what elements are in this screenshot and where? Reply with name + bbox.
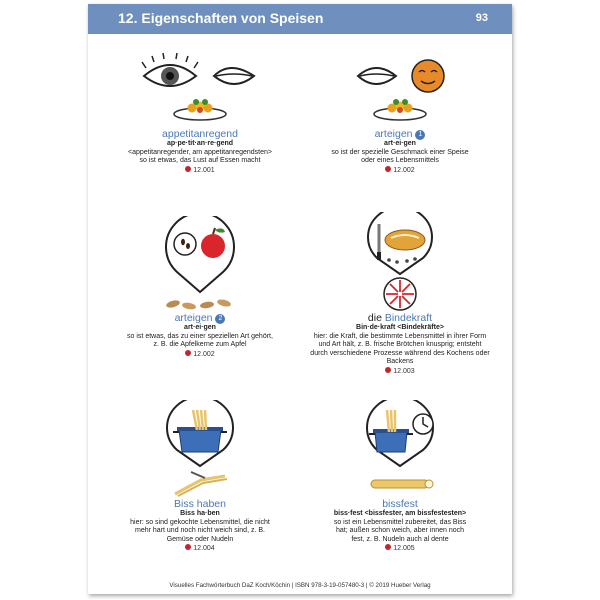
- definition: so ist ein Lebensmittel zubereitet, das Biss hat; außen schon weich, aber innen noch fest, z. B. Nudeln auch al dente: [333, 518, 467, 543]
- eye-icon: [142, 53, 198, 86]
- apple-seeds-icon: [165, 298, 231, 310]
- pasta-pot-illustration: [100, 400, 300, 498]
- headword: appetitanregend: [162, 128, 238, 140]
- entry-arteigen-2: [100, 216, 300, 359]
- bread-roll-icon: [385, 230, 425, 250]
- word-forms: <appetitanregender, am appetitanregendsten>: [127, 148, 272, 156]
- syllables: art·ei·gen: [384, 140, 416, 147]
- reference-dot-icon: [185, 350, 191, 356]
- reference-dot-icon: [185, 544, 191, 550]
- definition: so ist etwas, das Lust auf Essen macht: [139, 157, 261, 165]
- cooking-pot-icon: [173, 427, 227, 452]
- definition: hier: die Kraft, die bestimmte Lebensmittel in ihrer Form und Art hält, z. B. frische Brötchen knusprig; entsteht durch verschiedene Prozesse während des Kochens oder Backens: [310, 332, 490, 366]
- article: die: [367, 312, 382, 324]
- cross-reference: 12.005: [300, 544, 500, 554]
- pasta-clock-illustration: [300, 400, 500, 498]
- reference-dot-icon: [385, 166, 391, 172]
- reference-dot-icon: [185, 166, 191, 172]
- mouth-face-plate-illustration: [300, 46, 500, 128]
- content-face-icon: [412, 60, 444, 92]
- apple-half-icon: [174, 233, 196, 255]
- pasta-tube-icon: [371, 480, 433, 488]
- bread-crust-illustration: [300, 212, 500, 312]
- entry-appetitanregend: [100, 46, 300, 175]
- definition: so ist etwas, das zu einer speziellen Art gehört, z. B. die Apfelkerne zum Apfel: [127, 332, 273, 349]
- page-title: 12. Eigenschaften von Speisen: [118, 10, 324, 26]
- clock-icon: [413, 414, 433, 434]
- mouth-icon: [358, 68, 396, 84]
- headword: arteigen 2: [100, 312, 300, 324]
- cross-reference: 12.004: [100, 544, 300, 554]
- cross-reference: 12.002: [100, 350, 300, 360]
- reference-dot-icon: [385, 367, 391, 373]
- reference-dot-icon: [385, 544, 391, 550]
- entry-biss-haben: [100, 400, 300, 554]
- compress-force-icon: [384, 278, 416, 310]
- cross-reference: 12.001: [100, 166, 300, 176]
- definition: hier: so sind gekochte Lebensmittel, die nicht mehr hart und noch nicht weich sind, z. B. Gemüse oder Nudeln: [130, 518, 270, 543]
- entry-bissfest: [300, 400, 500, 554]
- food-plate-icon: [374, 99, 426, 120]
- sense-number-badge: 1: [415, 130, 425, 140]
- page-number: 93: [475, 12, 488, 24]
- syllables: Biss ha·ben: [180, 510, 220, 517]
- headword: bissfest: [382, 498, 418, 510]
- page-footer: Visuelles Fachwörterbuch DaZ Koch/Köchin | ISBN 978-3-19-057480-3 | © 2019 Hueber Verlag: [169, 582, 431, 589]
- dictionary-page: [88, 4, 512, 594]
- sense-number-badge: 2: [215, 314, 225, 324]
- food-plate-icon: [174, 99, 226, 120]
- syllables: biss·fest <bissfester, am bissfestesten>: [333, 510, 467, 517]
- definition: so ist der spezielle Geschmack einer Speise oder eines Lebensmittels: [331, 148, 469, 165]
- page-header: [88, 4, 512, 34]
- headword: arteigen 1: [300, 128, 500, 140]
- headword: Biss haben: [174, 498, 226, 510]
- eye-mouth-plate-illustration: [100, 46, 300, 128]
- entry-bindekraft: [300, 212, 500, 377]
- apple-seeds-illustration: [100, 216, 300, 312]
- cross-reference: 12.002: [300, 166, 500, 176]
- headword: die Bindekraft: [367, 312, 433, 324]
- syllables: art·ei·gen: [184, 324, 216, 331]
- syllables: Bin·de·kraft <Bindekräfte>: [356, 324, 444, 331]
- entry-arteigen-1: [300, 46, 500, 175]
- cross-reference: 12.003: [300, 367, 500, 377]
- spaghetti-icon: [387, 410, 395, 432]
- bent-spaghetti-icon: [175, 472, 227, 496]
- mouth-icon: [214, 68, 254, 84]
- syllables: ap·pe·tit·an·re·gend: [166, 140, 234, 147]
